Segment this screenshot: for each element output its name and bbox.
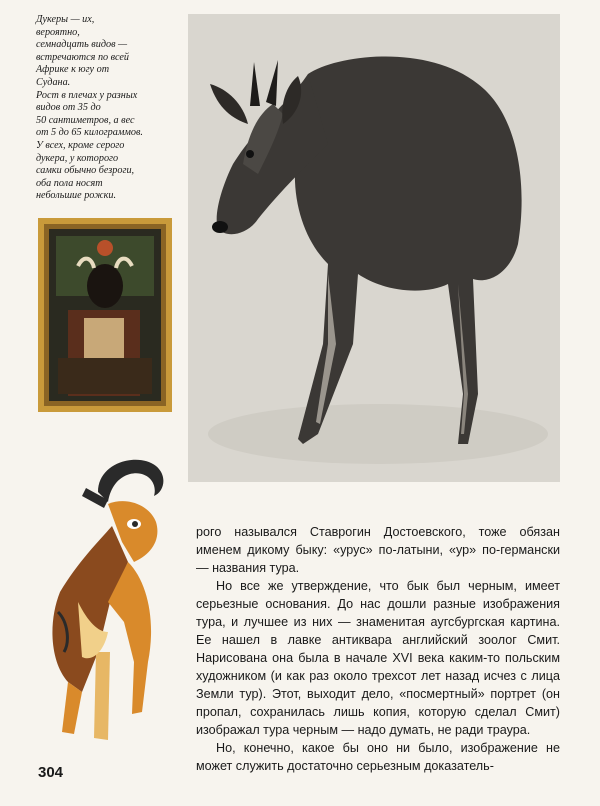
paragraph: рого назывался Ставрогин Достоевского, тоже обязан именем дикому быку: «урус» по-латыни, «ур» по-германски — названия тура. [196, 525, 560, 575]
page-number: 304 [38, 764, 64, 781]
sidebar-caption: Дукеры — их, вероятно, семнадцать видов — встречаются по всей Африке к югу от Судана. Рост в плечах у разных видов от 35 до 50 сантиметров, а вес от 5 до 65 килограммов. У всех, кроме серого дукера, у которого самки обычно безроги, оба пола носят небольшие рожки. [36, 14, 143, 202]
goat-illustration [38, 452, 188, 752]
aurochs-painting [38, 218, 172, 412]
paragraph: Но, конечно, какое бы оно ни было, изображение не может служить достаточно серьезным доказатель- [196, 741, 560, 773]
paragraph: Но все же утверждение, что бык был черным, имеет серьезные основания. До нас дошли разные изображения тура, и лучшее из них — знаменитая аугсбургская картина. Ее нашел в лавке антиквара английский зоолог Смит. Нарисована она была в начале XVI века каким-то польским художником (и как раз около трехсот лет назад исчез с лица Земли тур). Этот, выходит дело, «посмертный» портрет (он пропал, сохранилась лишь копия, которую сделал Смит) изображал тура черным — надо думать, не ради траура. [196, 579, 560, 737]
duiker-photo [188, 14, 560, 482]
body-text [196, 523, 560, 775]
